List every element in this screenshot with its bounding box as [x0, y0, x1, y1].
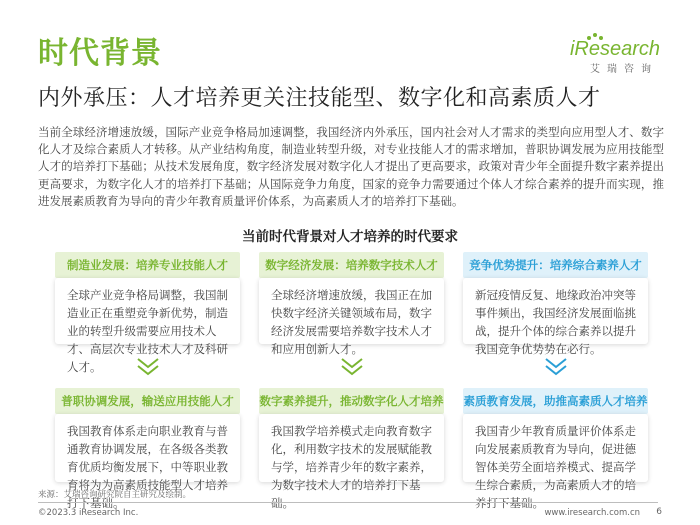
- iresearch-logo: [568, 38, 660, 82]
- card-heading-manufacturing: 制造业发展：培养专业技能人才: [55, 252, 240, 278]
- card-body-vocational: 我国教育体系走向职业教育与普通教育协调发展，在各级各类教育优质均衡发展下，中等职业教育将为为高素质技能型人才培养打下基础。: [55, 414, 240, 482]
- card-heading-quality-education: 素质教育发展，助推高素质人才培养: [463, 388, 648, 414]
- card-heading-digital-economy: 数字经济发展：培养数字技术人才: [259, 252, 444, 278]
- chevron-down-icon: [543, 356, 569, 378]
- card-heading-vocational: 普职协调发展，输送应用技能人才: [55, 388, 240, 414]
- card-heading-competitiveness: 竞争优势提升：培养综合素养人才: [463, 252, 648, 278]
- card-body-quality-education: 我国青少年教育质量评价体系走向发展素质教育为导向，促进德智体美劳全面培养模式、提高学生综合素质，为高素质人才的培养打下基础。: [463, 414, 648, 482]
- card-body-manufacturing: 全球产业竞争格局调整，我国制造业正在重塑竞争新优势，制造业的转型升级需要应用技术人才、高层次专业技术人才及科研人才。: [55, 278, 240, 344]
- footer-copyright: ©2023.3 iResearch Inc.: [38, 508, 139, 518]
- footer-divider: [38, 502, 658, 503]
- card-body-digital-economy: 全球经济增速放缓，我国正在加快数字经济关键领域布局，数字经济发展需要培养数字技术人才和应用创新人才。: [259, 278, 444, 344]
- page-subtitle: 内外承压：人才培养更关注技能型、数字化和高素质人才: [38, 86, 601, 111]
- section-title: 当前时代背景对人才培养的时代要求: [242, 229, 458, 245]
- chevron-down-icon: [339, 356, 365, 378]
- page-number: 6: [656, 507, 662, 517]
- card-body-competitiveness: 新冠疫情反复、地缘政治冲突等事件频出，我国经济发展面临挑战，提升个体的综合素养以提升我国竞争优势势在必行。: [463, 278, 648, 344]
- page-title: 时代背景: [38, 36, 162, 71]
- card-heading-digital-literacy: 数字素养提升，推动数字化人才培养: [259, 388, 444, 414]
- source-note: 来源：艾瑞咨询研究院自主研究及绘制。: [38, 490, 192, 500]
- logo-wordmark: iResearch: [569, 38, 660, 60]
- intro-paragraph: 当前全球经济增速放缓，国际产业竞争格局加速调整，我国经济内外承压，国内社会对人才需求的类型向应用型人才、数字化人才及综合素质人才转移。从产业结构角度，制造业转型升级，对专业技能人才的需求增加，普职协调发展为应用技能型人才的培养打下基础；从技术发展角度，数字经济发展对数字化人才提出了更高要求，政策对青少年全面提升数字素养提出更高要求，为数字化人才的培养打下基础；从国际竞争力角度，国家的竞争力需要通过个体人才综合素养的提升而实现，推进发展素质教育为导向的青少年教育质量评价体系，为高素质人才的培养打下基础。: [38, 125, 664, 208]
- card-body-digital-literacy: 我国教学培养模式走向教育数字化，利用数字技术的发展赋能教与学，培养青少年的数字素养，为数字技术人才的培养打下基础。: [259, 414, 444, 482]
- chevron-down-icon: [135, 356, 161, 378]
- logo-subtitle: 艾瑞咨询: [590, 64, 658, 75]
- footer-url[interactable]: www.iresearch.com.cn: [544, 508, 640, 518]
